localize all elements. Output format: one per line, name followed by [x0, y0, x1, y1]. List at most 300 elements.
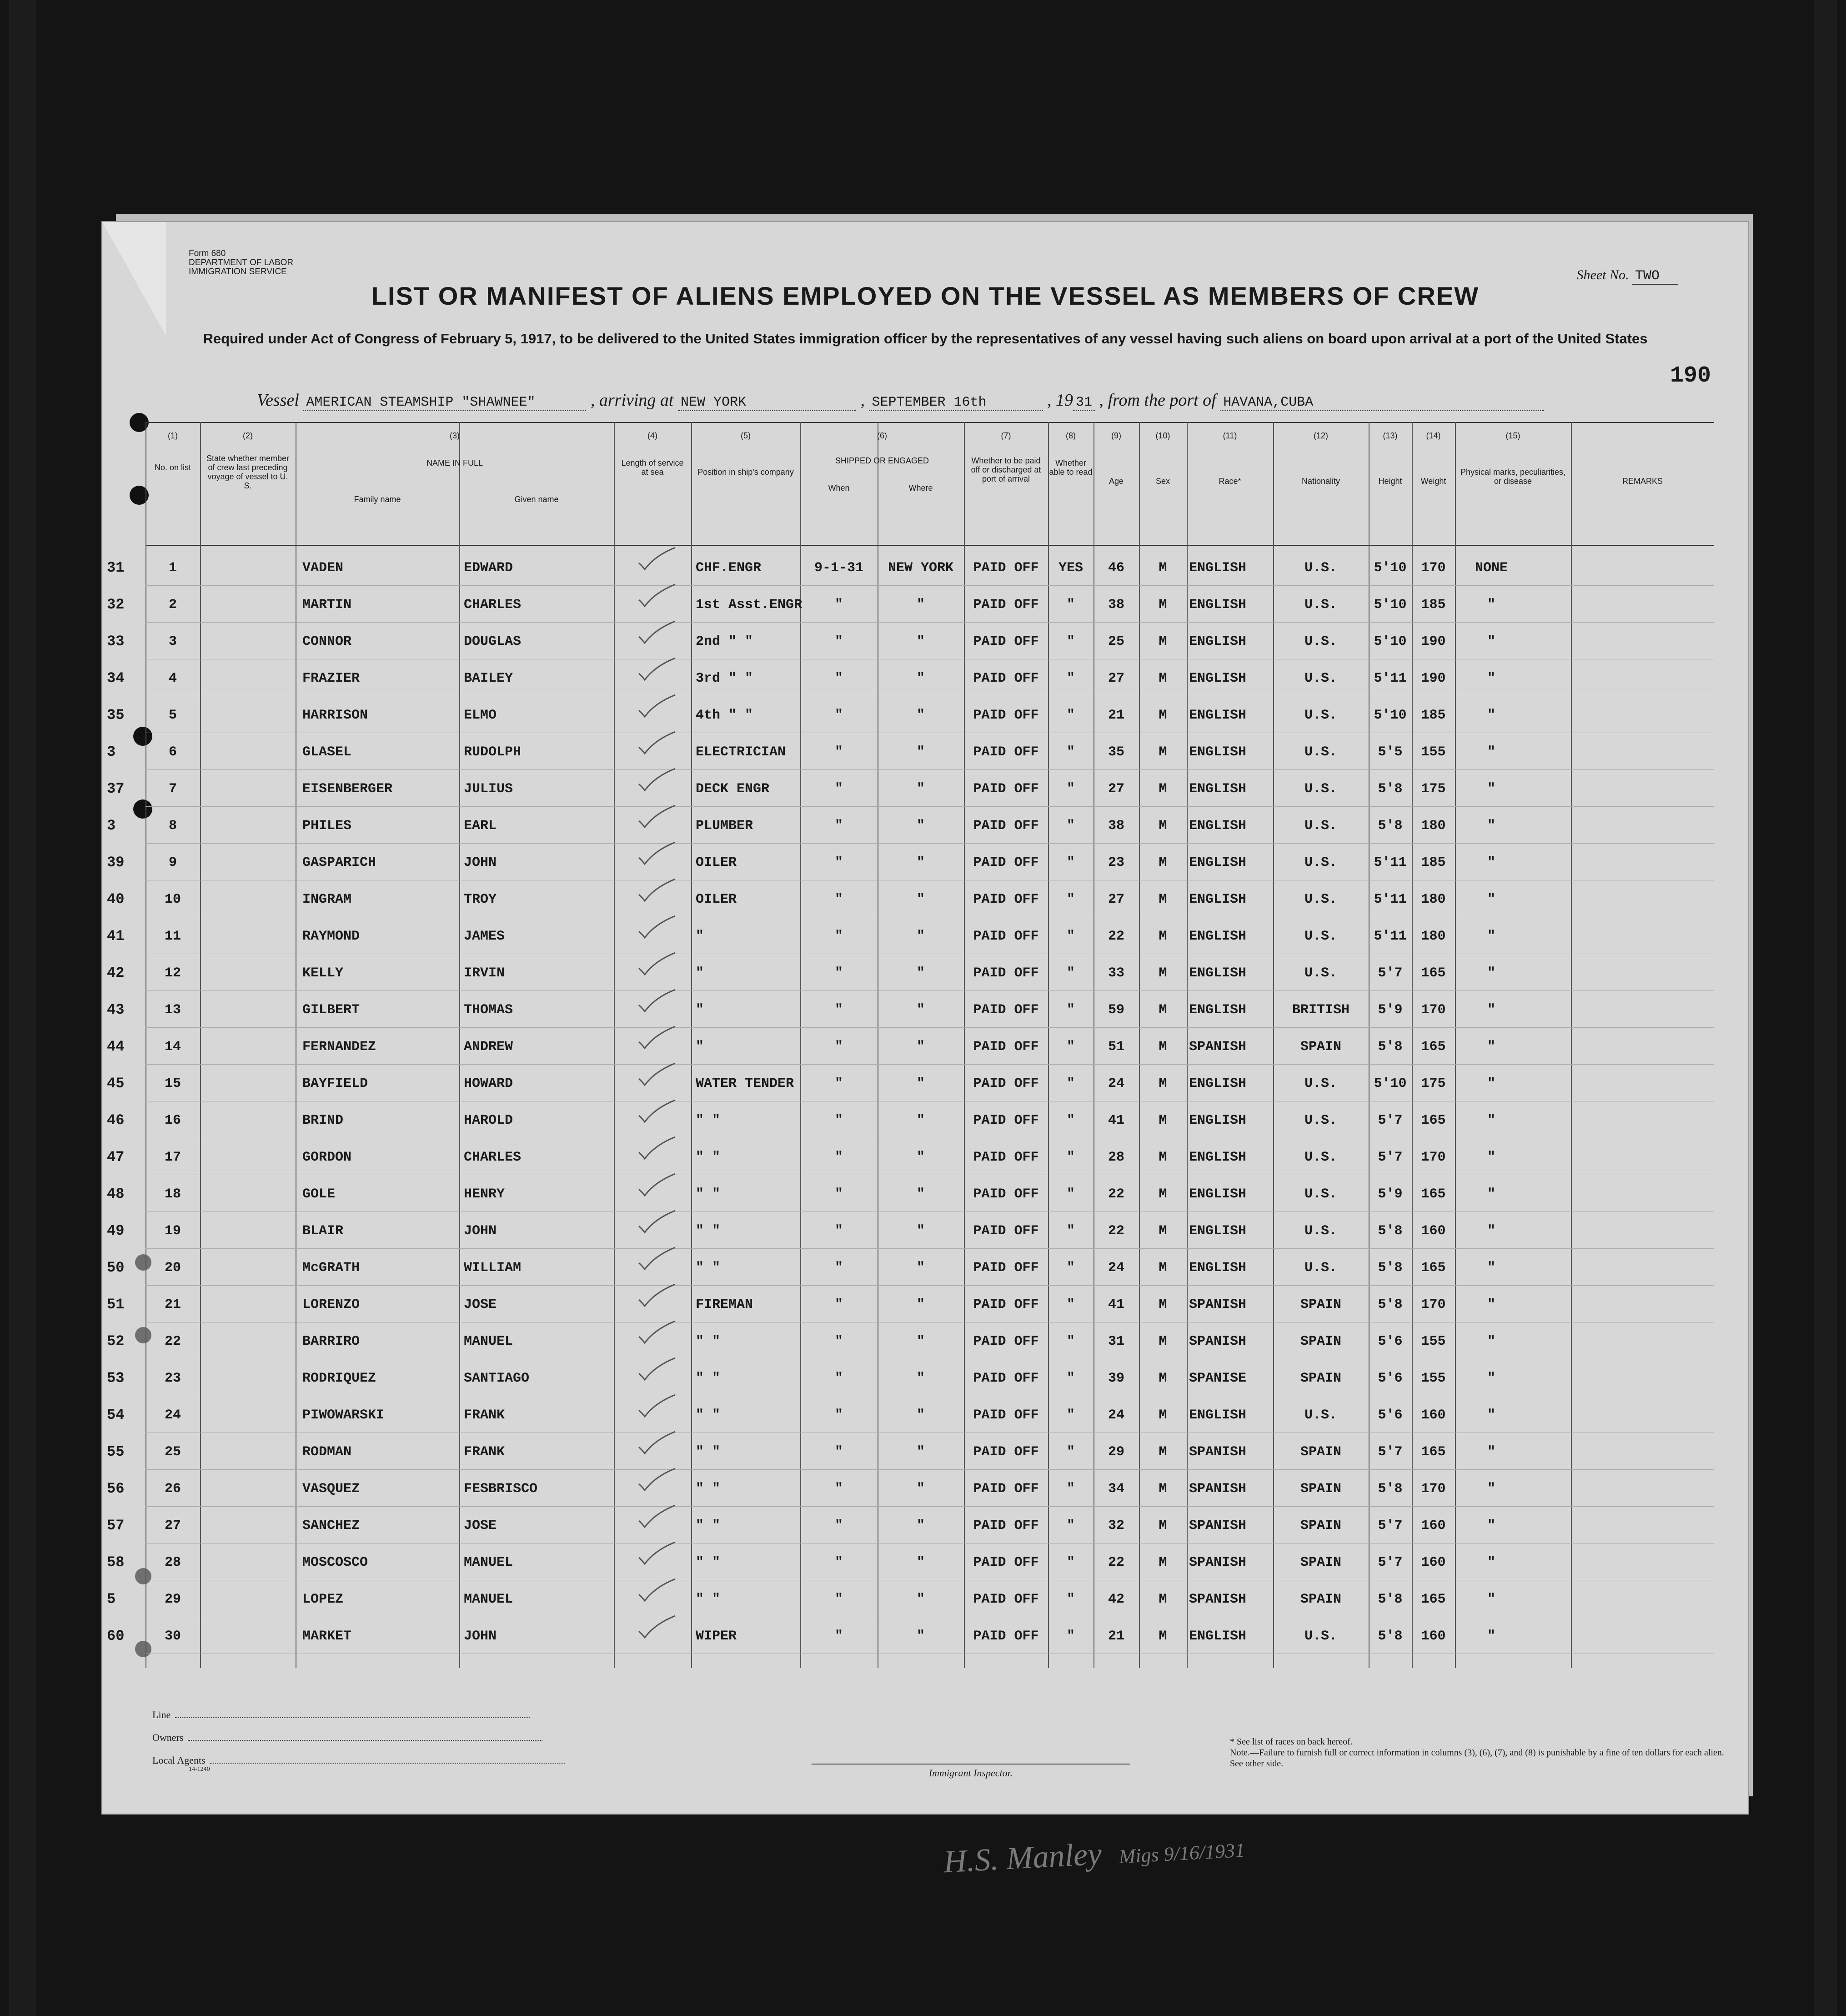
race: ENGLISH: [1189, 1186, 1247, 1202]
shipped-where: ": [916, 1444, 925, 1460]
nationality: U.S.: [1304, 781, 1337, 797]
physical-marks: ": [1487, 781, 1495, 797]
paid-off: PAID OFF: [973, 1002, 1039, 1018]
able-to-read: ": [1066, 1481, 1075, 1497]
position: " ": [696, 1223, 721, 1239]
paid-off: PAID OFF: [973, 1555, 1039, 1570]
shipped-where: ": [916, 708, 925, 723]
table-row: [107, 991, 1714, 1028]
shipped-when: ": [834, 965, 843, 981]
able-to-read: ": [1066, 1297, 1075, 1312]
line-prefix: 56: [107, 1480, 125, 1497]
table-row: [107, 660, 1714, 696]
nationality: U.S.: [1304, 1260, 1337, 1276]
paid-off: PAID OFF: [973, 1297, 1039, 1312]
table-row: [107, 918, 1714, 954]
able-to-read: ": [1066, 929, 1075, 944]
paid-off: PAID OFF: [973, 1334, 1039, 1349]
nationality: U.S.: [1304, 597, 1337, 613]
row-number: 2: [168, 597, 177, 613]
height: 5'8: [1378, 1629, 1403, 1644]
physical-marks: ": [1487, 818, 1495, 834]
film-border: [9, 0, 36, 2016]
nationality: SPAIN: [1300, 1444, 1341, 1460]
weight: 185: [1421, 855, 1446, 870]
able-to-read: ": [1066, 1260, 1075, 1276]
line-prefix: 54: [107, 1407, 125, 1423]
height: 5'8: [1378, 1297, 1403, 1312]
given-name: ELMO: [464, 708, 497, 723]
age: 32: [1108, 1518, 1124, 1533]
column-subheader: Where: [908, 483, 933, 493]
family-name: RAYMOND: [302, 929, 360, 944]
able-to-read: ": [1066, 1076, 1075, 1091]
given-name: HOWARD: [464, 1076, 513, 1091]
table-row: [107, 1323, 1714, 1359]
check-mark-icon: [637, 1098, 677, 1126]
given-name: ANDREW: [464, 1039, 513, 1055]
sex: M: [1159, 1555, 1167, 1570]
weight: 160: [1421, 1408, 1446, 1423]
position: PLUMBER: [696, 818, 753, 834]
able-to-read: YES: [1058, 560, 1083, 576]
line-prefix: 44: [107, 1038, 125, 1055]
weight: 160: [1421, 1518, 1446, 1533]
row-number: 21: [164, 1297, 181, 1312]
position: " ": [696, 1592, 721, 1607]
age: 59: [1108, 1002, 1124, 1018]
position: 2nd " ": [696, 634, 753, 649]
shipped-when: ": [834, 1408, 843, 1423]
given-name: WILLIAM: [464, 1260, 522, 1276]
weight: 160: [1421, 1629, 1446, 1644]
line-prefix: 57: [107, 1517, 125, 1534]
table-row: [107, 1433, 1714, 1470]
row-number: 20: [164, 1260, 181, 1276]
position: CHF.ENGR: [696, 560, 762, 576]
height: 5'10: [1374, 634, 1407, 649]
check-mark-icon: [637, 1540, 677, 1568]
film-border: [1814, 0, 1837, 2016]
line-prefix: 49: [107, 1222, 125, 1239]
nationality: U.S.: [1304, 744, 1337, 760]
family-name: KELLY: [302, 965, 344, 981]
footnote-star: * See list of races on back hereof.: [1230, 1737, 1353, 1747]
race: ENGLISH: [1189, 1408, 1247, 1423]
height: 5'10: [1374, 708, 1407, 723]
paid-off: PAID OFF: [973, 1518, 1039, 1533]
sex: M: [1159, 708, 1167, 723]
age: 27: [1108, 671, 1124, 686]
physical-marks: ": [1487, 1592, 1495, 1607]
paid-off: PAID OFF: [973, 708, 1039, 723]
physical-marks: ": [1487, 1076, 1495, 1091]
nationality: U.S.: [1304, 708, 1337, 723]
column-header: No. on list: [154, 463, 191, 472]
weight: 165: [1421, 1592, 1446, 1607]
age: 46: [1108, 560, 1124, 576]
check-mark-icon: [637, 1135, 677, 1162]
row-number: 9: [168, 855, 177, 870]
nationality: SPAIN: [1300, 1334, 1341, 1349]
shipped-when: 9-1-31: [814, 560, 864, 576]
shipped-when: ": [834, 1297, 843, 1312]
weight: 155: [1421, 1371, 1446, 1386]
check-mark-icon: [637, 1319, 677, 1347]
line-prefix: 60: [107, 1628, 125, 1644]
age: 25: [1108, 634, 1124, 649]
height: 5'11: [1374, 892, 1407, 907]
shipped-where: ": [916, 1592, 925, 1607]
position: 1st Asst.ENGR: [696, 597, 803, 613]
race: ENGLISH: [1189, 781, 1247, 797]
family-name: INGRAM: [302, 892, 352, 907]
family-name: EISENBERGER: [302, 781, 393, 797]
row-number: 12: [164, 965, 181, 981]
column-number: (5): [741, 431, 751, 440]
sex: M: [1159, 744, 1167, 760]
weight: 165: [1421, 1260, 1446, 1276]
sex: M: [1159, 1297, 1167, 1312]
paid-off: PAID OFF: [973, 855, 1039, 870]
nationality: U.S.: [1304, 929, 1337, 944]
row-number: 22: [164, 1334, 181, 1349]
given-name: THOMAS: [464, 1002, 513, 1018]
shipped-when: ": [834, 744, 843, 760]
given-name: IRVIN: [464, 965, 505, 981]
sex: M: [1159, 1223, 1167, 1239]
nationality: BRITISH: [1292, 1002, 1350, 1018]
race: ENGLISH: [1189, 1223, 1247, 1239]
sheet-label: Sheet No.: [1576, 267, 1629, 282]
given-name: JULIUS: [464, 781, 513, 797]
position: " ": [696, 1518, 721, 1533]
paid-off: PAID OFF: [973, 818, 1039, 834]
able-to-read: ": [1066, 1555, 1075, 1570]
race: ENGLISH: [1189, 1002, 1247, 1018]
column-header: Weight: [1420, 477, 1446, 486]
height: 5'6: [1378, 1371, 1403, 1386]
physical-marks: ": [1487, 1555, 1495, 1570]
column-header: Whether able to read: [1049, 458, 1093, 477]
column-number: (12): [1313, 431, 1328, 440]
physical-marks: ": [1487, 1444, 1495, 1460]
sex: M: [1159, 634, 1167, 649]
able-to-read: ": [1066, 634, 1075, 649]
race: ENGLISH: [1189, 597, 1247, 613]
shipped-when: ": [834, 1223, 843, 1239]
year-prefix: , 19: [1047, 391, 1073, 410]
table-row: [107, 1028, 1714, 1065]
family-name: FRAZIER: [302, 671, 360, 686]
check-mark-icon: [637, 804, 677, 831]
check-mark-icon: [637, 730, 677, 757]
line-prefix: 46: [107, 1112, 125, 1129]
able-to-read: ": [1066, 1334, 1075, 1349]
table-row: [107, 549, 1714, 586]
sex: M: [1159, 1039, 1167, 1055]
nationality: SPAIN: [1300, 1592, 1341, 1607]
nationality: U.S.: [1304, 818, 1337, 834]
row-number: 30: [164, 1629, 181, 1644]
shipped-when: ": [834, 1334, 843, 1349]
sex: M: [1159, 855, 1167, 870]
given-name: HENRY: [464, 1186, 505, 1202]
family-name: FERNANDEZ: [302, 1039, 376, 1055]
check-mark-icon: [637, 1467, 677, 1494]
race: SPANISH: [1189, 1334, 1247, 1349]
arrival-date: SEPTEMBER 16th: [869, 395, 1043, 411]
age: 27: [1108, 781, 1124, 797]
arriving-label: , arriving at: [590, 391, 674, 410]
given-name: JOHN: [464, 1223, 497, 1239]
race: ENGLISH: [1189, 818, 1247, 834]
race: ENGLISH: [1189, 1260, 1247, 1276]
row-number: 8: [168, 818, 177, 834]
column-number: (15): [1505, 431, 1520, 440]
able-to-read: ": [1066, 708, 1075, 723]
height: 5'8: [1378, 1592, 1403, 1607]
race: ENGLISH: [1189, 1076, 1247, 1091]
sex: M: [1159, 1334, 1167, 1349]
height: 5'6: [1378, 1334, 1403, 1349]
age: 28: [1108, 1150, 1124, 1165]
nationality: U.S.: [1304, 634, 1337, 649]
crew-table: [107, 422, 1714, 1668]
column-number: (3): [450, 431, 460, 440]
form-info: [189, 249, 293, 277]
vessel-label: Vessel: [257, 391, 299, 410]
shipped-when: ": [834, 1002, 843, 1018]
shipped-where: ": [916, 1371, 925, 1386]
shipped-where: ": [916, 1076, 925, 1091]
position: " ": [696, 1444, 721, 1460]
age: 22: [1108, 1186, 1124, 1202]
age: 22: [1108, 1223, 1124, 1239]
shipped-where: ": [916, 855, 925, 870]
row-number: 5: [168, 708, 177, 723]
column-number: (11): [1223, 431, 1237, 440]
line-prefix: 42: [107, 965, 125, 981]
column-number: (10): [1155, 431, 1170, 440]
row-number: 10: [164, 892, 181, 907]
shipped-when: ": [834, 1039, 843, 1055]
family-name: MARKET: [302, 1629, 352, 1644]
table-row: [107, 1397, 1714, 1433]
physical-marks: ": [1487, 1039, 1495, 1055]
able-to-read: ": [1066, 1150, 1075, 1165]
family-name: PHILES: [302, 818, 352, 834]
race: SPANISH: [1189, 1297, 1247, 1312]
row-number: 23: [164, 1371, 181, 1386]
check-mark-icon: [637, 1430, 677, 1457]
line-prefix: 43: [107, 1001, 125, 1018]
able-to-read: ": [1066, 1444, 1075, 1460]
age: 39: [1108, 1371, 1124, 1386]
race: ENGLISH: [1189, 1629, 1247, 1644]
table-row: [107, 1618, 1714, 1654]
weight: 170: [1421, 1481, 1446, 1497]
check-mark-icon: [637, 619, 677, 647]
line-prefix: 31: [107, 559, 125, 576]
table-row: [107, 955, 1714, 991]
weight: 170: [1421, 1150, 1446, 1165]
family-name: PIWOWARSKI: [302, 1408, 385, 1423]
position: " ": [696, 1408, 721, 1423]
weight: 170: [1421, 1297, 1446, 1312]
column-number: (2): [243, 431, 253, 440]
column-subheader: Given name: [514, 495, 559, 504]
paid-off: PAID OFF: [973, 671, 1039, 686]
paid-off: PAID OFF: [973, 744, 1039, 760]
age: 34: [1108, 1481, 1124, 1497]
row-number: 26: [164, 1481, 181, 1497]
height: 5'10: [1374, 1076, 1407, 1091]
table-row: [107, 881, 1714, 917]
paid-off: PAID OFF: [973, 1408, 1039, 1423]
shipped-when: ": [834, 1371, 843, 1386]
position: ": [696, 1002, 704, 1018]
position: " ": [696, 1555, 721, 1570]
able-to-read: ": [1066, 965, 1075, 981]
service: IMMIGRATION SERVICE: [189, 267, 287, 277]
given-name: JOHN: [464, 855, 497, 870]
check-mark-icon: [637, 1209, 677, 1236]
sex: M: [1159, 1408, 1167, 1423]
given-name: DOUGLAS: [464, 634, 522, 649]
race: SPANISH: [1189, 1592, 1247, 1607]
weight: 185: [1421, 708, 1446, 723]
height: 5'8: [1378, 1260, 1403, 1276]
column-subheader: Family name: [354, 495, 401, 504]
height: 5'8: [1378, 818, 1403, 834]
column-header: NAME IN FULL: [426, 458, 483, 468]
given-name: HAROLD: [464, 1113, 513, 1128]
shipped-when: ": [834, 1113, 843, 1128]
given-name: CHARLES: [464, 1150, 522, 1165]
sex: M: [1159, 1518, 1167, 1533]
nationality: SPAIN: [1300, 1555, 1341, 1570]
weight: 190: [1421, 671, 1446, 686]
able-to-read: ": [1066, 1371, 1075, 1386]
height: 5'11: [1374, 929, 1407, 944]
shipped-where: ": [916, 1186, 925, 1202]
height: 5'7: [1378, 1444, 1403, 1460]
paid-off: PAID OFF: [973, 1260, 1039, 1276]
paid-off: PAID OFF: [973, 1481, 1039, 1497]
row-number: 3: [168, 634, 177, 649]
sex: M: [1159, 1076, 1167, 1091]
shipped-where: ": [916, 634, 925, 649]
family-name: GORDON: [302, 1150, 352, 1165]
shipped-when: ": [834, 1076, 843, 1091]
shipped-where: ": [916, 965, 925, 981]
weight: 180: [1421, 818, 1446, 834]
able-to-read: ": [1066, 1186, 1075, 1202]
column-header: Physical marks, peculiarities, or disease: [1460, 468, 1566, 486]
shipped-where: ": [916, 744, 925, 760]
paid-off: PAID OFF: [973, 560, 1039, 576]
shipped-when: ": [834, 1260, 843, 1276]
position: " ": [696, 1260, 721, 1276]
check-mark-icon: [637, 1172, 677, 1199]
paid-off: PAID OFF: [973, 1076, 1039, 1091]
check-mark-icon: [637, 583, 677, 610]
line-prefix: 45: [107, 1075, 125, 1092]
line-prefix: 3: [107, 744, 116, 760]
shipped-when: ": [834, 708, 843, 723]
table-row: [107, 1102, 1714, 1138]
sex: M: [1159, 560, 1167, 576]
header-bottom-rule: [145, 545, 1714, 546]
position: " ": [696, 1113, 721, 1128]
family-name: McGRATH: [302, 1260, 360, 1276]
shipped-where: ": [916, 1002, 925, 1018]
height: 5'7: [1378, 1113, 1403, 1128]
shipped-when: ": [834, 671, 843, 686]
weight: 170: [1421, 1002, 1446, 1018]
paid-off: PAID OFF: [973, 1186, 1039, 1202]
column-header: State whether member of crew last preceding voyage of vessel to U. S.: [206, 454, 290, 490]
age: 23: [1108, 855, 1124, 870]
age: 42: [1108, 1592, 1124, 1607]
sex: M: [1159, 1002, 1167, 1018]
physical-marks: ": [1487, 1297, 1495, 1312]
column-number: (13): [1383, 431, 1398, 440]
folded-corner: [102, 222, 166, 336]
shipped-where: ": [916, 892, 925, 907]
race: ENGLISH: [1189, 708, 1247, 723]
physical-marks: ": [1487, 892, 1495, 907]
shipped-when: ": [834, 1150, 843, 1165]
given-name: FRANK: [464, 1444, 505, 1460]
physical-marks: ": [1487, 708, 1495, 723]
nationality: U.S.: [1304, 855, 1337, 870]
shipped-where: ": [916, 1555, 925, 1570]
from-label: , from the port of: [1099, 391, 1216, 410]
check-mark-icon: [637, 877, 677, 905]
subtitle: Required under Act of Congress of February 5, 1917, to be delivered to the United States immigration officer by the representatives of any vessel having such aliens on board upon arrival at a port of the United States: [203, 331, 1648, 347]
column-header: Length of service at sea: [621, 458, 684, 477]
weight: 165: [1421, 965, 1446, 981]
able-to-read: ": [1066, 818, 1075, 834]
race: ENGLISH: [1189, 744, 1247, 760]
family-name: RODRIQUEZ: [302, 1371, 376, 1386]
paid-off: PAID OFF: [973, 1223, 1039, 1239]
position: ELECTRICIAN: [696, 744, 786, 760]
line-prefix: 52: [107, 1333, 125, 1350]
column-number: (9): [1111, 431, 1121, 440]
given-name: JOHN: [464, 1629, 497, 1644]
physical-marks: ": [1487, 597, 1495, 613]
age: 35: [1108, 744, 1124, 760]
physical-marks: ": [1487, 855, 1495, 870]
line-prefix: 55: [107, 1443, 125, 1460]
row-number: 6: [168, 744, 177, 760]
family-name: CONNOR: [302, 634, 352, 649]
owners-label: Owners: [152, 1732, 184, 1743]
age: 38: [1108, 597, 1124, 613]
physical-marks: ": [1487, 1629, 1495, 1644]
line-prefix: 3: [107, 817, 116, 834]
age: 24: [1108, 1408, 1124, 1423]
row-number: 13: [164, 1002, 181, 1018]
line-prefix: 40: [107, 891, 125, 908]
row-number: 14: [164, 1039, 181, 1055]
given-name: SANTIAGO: [464, 1371, 530, 1386]
check-mark-icon: [637, 767, 677, 794]
paid-off: PAID OFF: [973, 1150, 1039, 1165]
